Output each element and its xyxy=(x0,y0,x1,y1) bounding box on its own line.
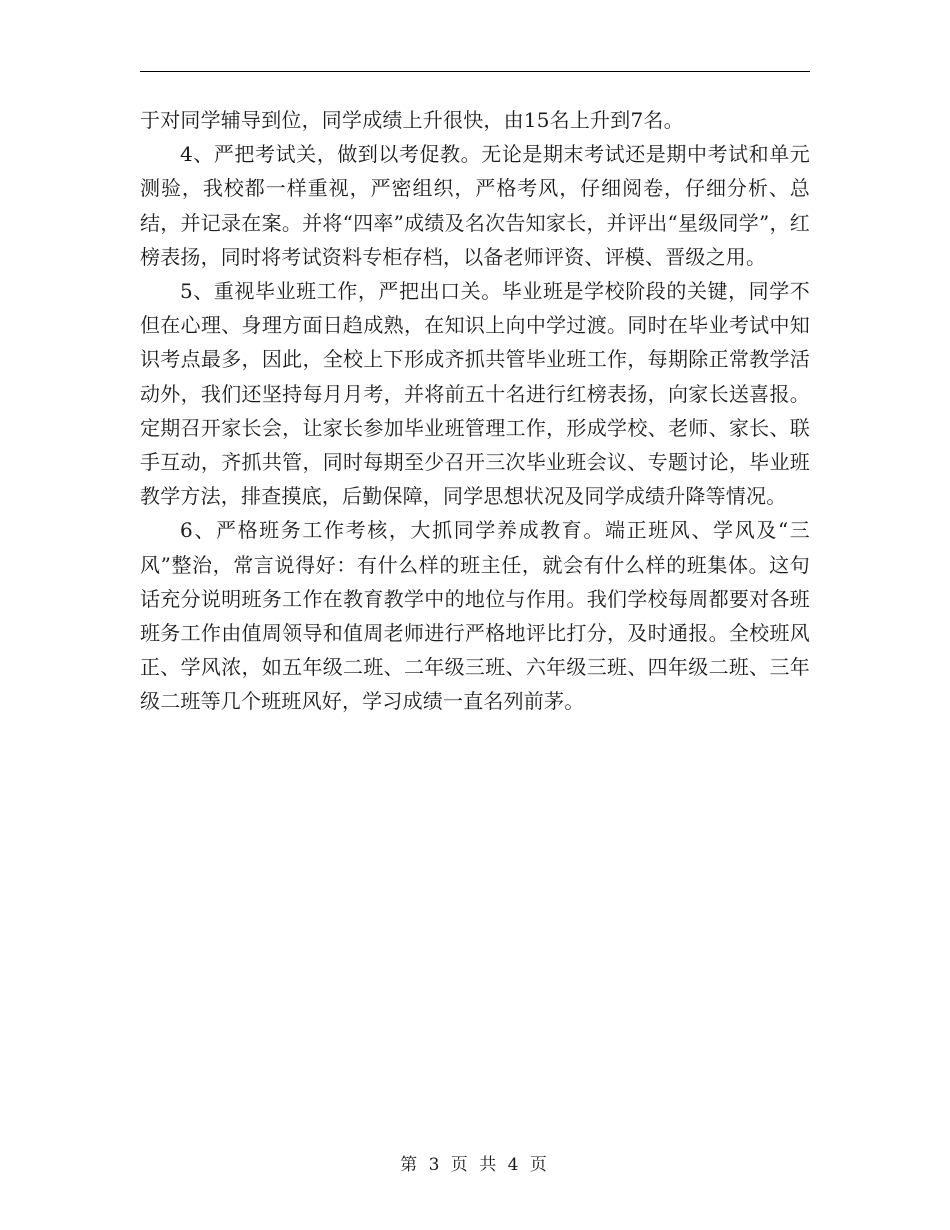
paragraph-graduating-class: 5、重视毕业班工作，严把出口关。毕业班是学校阶段的关键，同学不但在心理、身理方面日趋成熟，在知识上向中学过渡。同时在毕业考试中知识考点最多，因此，全校上下形成齐抓共管毕业班工作，每期除正常教学活动外，我们还坚持每月月考，并将前五十名进行红榜表扬，向家长送喜报。定期召开家长会，让家长参加毕业班管理工作，形成学校、老师、家长、联手互动，齐抓共管，同时每期至少召开三次毕业班会议、专题讨论，毕业班教学方法，排查摸底，后勤保障，同学思想状况及同学成绩升降等情况。 xyxy=(140,279,810,509)
header-rule xyxy=(140,71,810,72)
paragraph-exam-management: 4、严把考试关，做到以考促教。无论是期末考试还是期中考试和单元测验，我校都一样重视，严密组织，严格考风，仔细阅卷，仔细分析、总结，并记录在案。并将“四率”成绩及名次告知家长，并评出“星级同学”，红榜表扬，同时将考试资料专柜存档，以备老师评资、评模、晋级之用。 xyxy=(140,142,810,269)
document-body xyxy=(140,103,810,719)
paragraph-continuation: 于对同学辅导到位，同学成绩上升很快，由15名上升到7名。 xyxy=(140,108,684,132)
paragraph-class-affairs: 6、严格班务工作考核，大抓同学养成教育。端正班风、学风及“三风”整治，常言说得好：有什么样的班主任，就会有什么样的班集体。这句话充分说明班务工作在教育教学中的地位与作用。我们学校每周都要对各班班务工作由值周领导和值周老师进行严格地评比打分，及时通报。全校班风正、学风浓，如五年级二班、二年级三班、六年级三班、四年级二班、三年级二班等几个班班风好，学习成绩一直名列前茅。 xyxy=(140,518,810,714)
page-number: 第 3 页 共 4 页 xyxy=(400,1155,550,1175)
